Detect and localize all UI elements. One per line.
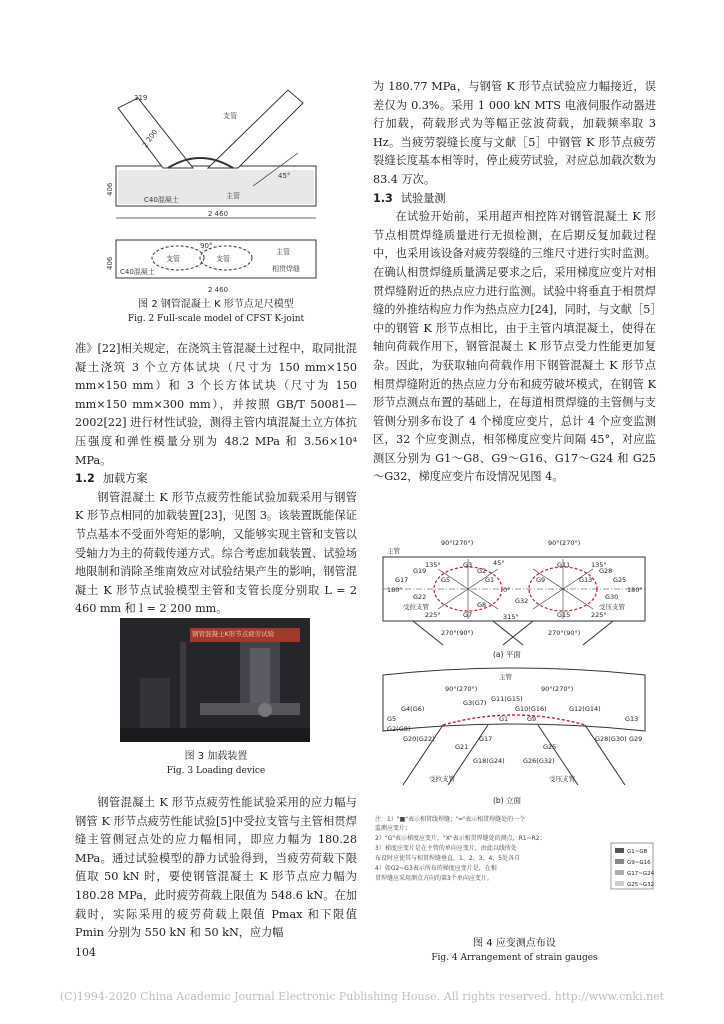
legend-G17-G24: G17~G24	[627, 871, 655, 877]
paragraph-loading-details: 为 180.77 MPa，与钢管 K 形节点试验应力幅接近，误差仅为 0.3%。采用 1 000 kN MTS 电液伺服作动器进行加载，荷载形式为等幅正弦波荷载，加载频率取 3 Hz。当疲劳裂缝长度与文献［5］中钢管 K 形节点疲劳裂缝长度基本相等时，停止疲劳试验，对应总加载次数为 83.4 万次。	[373, 80, 656, 186]
elev-gauge-G5: G5	[387, 715, 397, 723]
elev-gauge-G2G8: G2(G8)	[387, 725, 411, 733]
plan-label-135-left: 135°	[425, 561, 441, 569]
section-heading-1-3	[373, 190, 656, 209]
figure-4-legend	[611, 843, 655, 889]
figure-4-caption-en: Fig. 4 Arrangement of strain gauges	[431, 953, 598, 963]
plan-label-180-right: 180°	[627, 586, 643, 594]
legend-G9-G16: G9~G16	[627, 860, 651, 866]
elev-gauge-G3G7: G3(G7)	[463, 699, 487, 707]
figure-2	[108, 78, 326, 296]
note-line-4: 3）梯度应变片是在主管的单向应变片，由此以线所处	[375, 845, 517, 852]
plan-label-bottom270-left: 270°(90°)	[441, 629, 474, 637]
label-concrete: C40混凝土	[144, 196, 179, 204]
section-title-1-3: 试验量测	[400, 191, 446, 205]
plan-gauge-G25: G25	[613, 576, 627, 584]
elev-gauge-G21: G21	[455, 743, 469, 751]
left-column-bottom	[75, 794, 357, 943]
elev-label-compression-brace: 受压支管	[549, 775, 575, 783]
figure-3-caption	[75, 750, 357, 778]
paragraph-measurement: 在试验开始前，采用超声相控阵对钢管混凝土 K 形节点相贯焊缝质量进行无损检测，在后期反复加载过程中，也采用该设备对疲劳裂缝的三维尺寸进行实时监测。在确认相贯焊缝质量满足要求之后，采用梯度应变片对相贯焊缝附近的热点应力进行监测。试验中将垂直于相贯焊缝的外推结构应力作为热点应力[24]，同时，与文献［5］中的钢管 K 形节点相比，由于主管内填混凝土，使得在轴向荷载作用下，钢管混凝土 K 形节点受力性能更加复杂。因此，为获取轴向荷载作用下钢管混凝土 K 形节点相贯焊缝附近的热点应力分布和疲劳破坏模式，在钢管 K 形节点测点布置的基础上，在每道相贯焊缝的主管侧与支管侧分别多布设了 4 个梯度应变片，总计 4 个应变监测区，32 个应变测点，相邻梯度应变片间隔 45°，对应监测区分别为 G1～G8、G9～G16、G17～G24 和 G25～G32，梯度应变片布设情况见图 4。	[373, 210, 656, 484]
label-plan-chord: 主管	[276, 248, 290, 256]
elev-gauge-G10G16: G10(G16)	[515, 705, 547, 713]
figure-4b-label: (b) 立面	[493, 796, 521, 805]
elev-label-top90-left: 90°(270°)	[445, 685, 478, 693]
plan-gauge-G13: G13	[579, 576, 593, 584]
label-brace: 支管	[223, 112, 237, 120]
label-406: 406	[106, 182, 114, 196]
label-319: 319	[134, 94, 148, 102]
plan-label-180-left: 180°	[387, 586, 403, 594]
figure-4-caption	[373, 937, 656, 965]
section-number-1-2: 1.2	[75, 472, 95, 486]
elev-gauge-G11G15: G11(G15)	[491, 695, 523, 703]
left-column-top	[75, 340, 357, 619]
brace-right	[208, 90, 303, 168]
plan-label-315: 315°	[503, 613, 519, 621]
plan-gauge-G5: G5	[441, 576, 451, 584]
page-number: 104	[75, 946, 96, 959]
elev-gauge-G26G32: G26(G32)	[523, 757, 555, 765]
plan-label-45: 45°	[493, 559, 505, 567]
plan-label-tension-brace: 受拉支管	[403, 603, 429, 611]
figure-3-caption-zh: 图 3 加载装置	[184, 751, 248, 762]
label-45deg: 45°	[278, 172, 291, 180]
elev-gauge-G29: G29	[629, 735, 643, 743]
note-line-2: 监测应变片；	[375, 825, 412, 832]
figure-4-drawing	[373, 535, 656, 930]
figure-4-caption-zh: 图 4 应变测点布设	[473, 938, 556, 949]
elev-gauge-G1: G1	[499, 715, 509, 723]
label-plan-2460: 2 460	[208, 286, 229, 294]
plan-label-0: 0°	[503, 586, 511, 594]
label-2460: 2 460	[208, 210, 229, 218]
elev-gauge-G4G6: G4(G6)	[401, 705, 425, 713]
plan-gauge-G30: G30	[605, 593, 619, 601]
plan-label-top90-left: 90°(270°)	[441, 539, 474, 547]
label-chord: 主管	[226, 192, 240, 200]
figure-4-notes	[375, 815, 546, 882]
plan-gauge-G9: G9	[536, 576, 546, 584]
figure-2-drawing	[108, 78, 326, 296]
plan-label-bottom270-right: 270°(90°)	[548, 629, 581, 637]
figure-4a-plan	[383, 539, 645, 645]
label-plan-weld: 相贯焊缝	[272, 265, 300, 273]
label-2200: 2 200	[141, 128, 160, 150]
section-heading-1-2	[75, 470, 357, 489]
elev-label-top90-right: 90°(270°)	[541, 685, 574, 693]
plan-label-225-right: 225°	[591, 611, 607, 619]
note-line-3: 2）"G"表示梯度应变片，"X"表示相贯焊缝处的测点，R1~R2；	[375, 835, 546, 842]
elev-gauge-G13: G13	[625, 715, 639, 723]
label-plan-90: 90°	[200, 242, 213, 250]
legend-G1-G8: G1~G8	[627, 849, 648, 855]
elev-gauge-G18G24: G18(G24)	[473, 757, 505, 765]
label-plan-brace-right: 支管	[216, 255, 230, 263]
elev-label-chord: 主管	[499, 673, 512, 681]
plan-gauge-G11: G11	[557, 561, 571, 569]
sign-text: 钢管混凝土K形节点疲劳试验	[192, 630, 275, 638]
figure-4	[373, 535, 656, 930]
label-plan-406: 406	[106, 256, 114, 270]
paragraph-stress-range: 钢管混凝土 K 形节点疲劳性能试验采用的应力幅与钢管 K 形节点疲劳性能试验[5]中受拉支管与主管相贯焊缝主管侧冠点处的应力幅相同，即应力幅为 180.28 MPa。通过试验模型的静力试验得到，当疲劳荷载下限值取 50 kN 时，要使钢管混凝土 K 形节点应力幅为 180.28 MPa，此时疲劳荷载上限值为 548.6 kN。在加载时，实际采用的疲劳荷载上限值 Pmax 和下限值 Pmin 分别为 550 kN 和 50 kN，应力幅	[75, 796, 357, 940]
plan-gauge-G32: G32	[515, 597, 529, 605]
plan-label-chord: 主管	[387, 547, 400, 555]
plan-label-top90-right: 90°(270°)	[548, 539, 581, 547]
elev-gauge-G20G22: G20(G22)	[403, 735, 435, 743]
figure-4b-elevation	[383, 668, 645, 785]
copyright-footer: (C)1994-2020 China Academic Journal Electronic Publishing House. All rights reserved. http://www.cnki.net	[59, 990, 665, 1003]
plan-gauge-G7: G7	[463, 611, 473, 619]
plan-gauge-G2: G2	[477, 567, 487, 575]
note-line-1: 注：1）"■"表示相贯线焊缝；"━"表示相贯焊缝处的一个	[375, 816, 526, 823]
elev-label-tension-brace: 受拉支管	[429, 775, 455, 783]
figure-2-caption-en: Fig. 2 Full-scale model of CFST K-joint	[127, 314, 305, 324]
elev-gauge-G9: G9	[527, 715, 537, 723]
elev-gauge-G12G14: G12(G14)	[569, 705, 601, 713]
plan-gauge-G17: G17	[395, 576, 409, 584]
figure-4a-label: (a) 平面	[493, 650, 521, 659]
label-plan-brace-left: 支管	[166, 255, 180, 263]
figure-2-caption-zh: 图 2 钢管混凝土 K 形节点足尺模型	[138, 299, 294, 310]
note-line-7: 贯焊缝应采用测点方向的第3个单向应变片。	[375, 875, 493, 882]
right-column	[373, 78, 656, 487]
paragraph-loading-scheme: 钢管混凝土 K 形节点疲劳性能试验加载采用与钢管 K 形节点相同的加载装置[23]，见图 3。该装置既能保证节点基本不受面外弯矩的影响，又能够实现主管和支管以受轴力为主的荷载传递方式。综合考虑加载装置、试验场地限制和消除圣维南效应对试验结果产生的影响，钢管混凝土 K 形节点试验模型主管和支管长度分别取 L = 2 460 mm 和 l = 2 200 mm。	[75, 490, 357, 616]
plan-gauge-G1: G1	[485, 576, 495, 584]
elev-gauge-G17: G17	[479, 735, 493, 743]
elev-gauge-G28G30: G28(G30)	[595, 735, 627, 743]
figure-2-caption	[75, 298, 357, 326]
plan-gauge-G15: G15	[557, 611, 571, 619]
plan-label-225-left: 225°	[425, 611, 441, 619]
section-title-1-2: 加载方案	[102, 472, 148, 486]
figure-3-photo	[120, 618, 310, 742]
label-plan-concrete: C40混凝土	[120, 268, 155, 276]
legend-G25-G32: G25~G32	[627, 882, 655, 888]
note-line-5: 布设时应使其与相贯焊缝垂直，1、2、3、4、5处各自	[375, 855, 521, 862]
paragraph-materials: 准》[22]相关规定，在浇筑主管混凝土过程中，取同批混凝土浇筑 3 个立方体试块（尺寸为 150 mm×150 mm×150 mm）和 3 个长方体试块（尺寸为 150 mm×150 mm×300 mm），并按照 GB/T 50081—2002[22] 进行材性试验，测得主管内填混凝土立方体抗压强度和弹性模量分别为 48.2 MPa 和 3.56×10⁴ MPa。	[75, 342, 357, 467]
plan-gauge-G28: G28	[599, 567, 613, 575]
plan-gauge-G22: G22	[413, 593, 427, 601]
plan-gauge-G3: G3	[463, 561, 473, 569]
section-number-1-3: 1.3	[373, 191, 393, 205]
plan-gauge-G19: G19	[413, 567, 427, 575]
elev-gauge-G25: G25	[543, 743, 557, 751]
plan-label-compression-brace: 受压支管	[599, 603, 625, 611]
figure-3-caption-en: Fig. 3 Loading device	[166, 766, 266, 776]
plan-gauge-G8: G8	[477, 601, 487, 609]
plan-label-135-right: 135°	[591, 561, 607, 569]
note-line-6: 4）如G2~G3表示所布的梯度应变片是，在相	[375, 865, 497, 872]
